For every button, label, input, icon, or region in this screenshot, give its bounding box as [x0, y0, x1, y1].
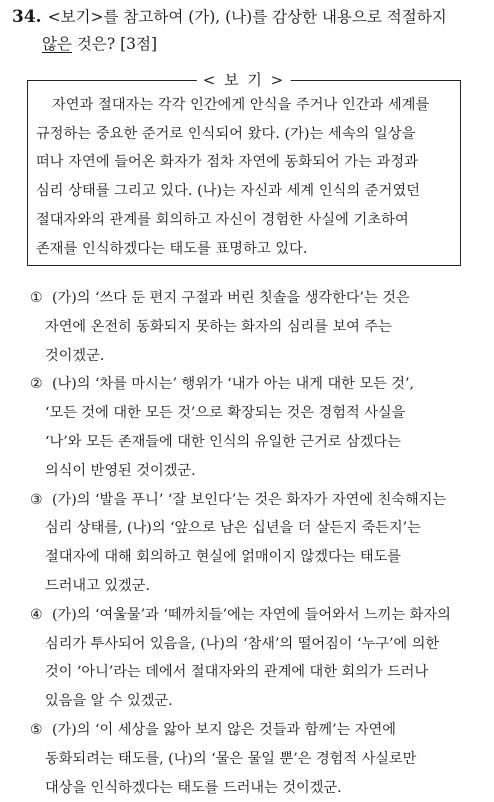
question-number: 34.: [12, 7, 42, 27]
option-line: 심리가 투사되어 있음을, (나)의 ‘참새’의 떨어짐이 ‘누구’에 의한: [45, 635, 440, 652]
option-text: (나)의 ‘차를 마시는’ 행위가 ‘내가 아는 내게 대한 모든 것’,: [52, 376, 415, 393]
option-line: 자연에 온전히 동화되지 못하는 화자의 심리를 보여 주는: [45, 318, 392, 335]
option-line: [30, 284, 490, 313]
option-text: (가)의 ‘쓰다 둔 편지 구절과 버린 칫솔을 생각한다’는 것은: [52, 290, 410, 306]
option-line: 드러내고 있겠군.: [45, 577, 150, 594]
bogi-line: 존재를 인식하겠다는 태도를 표명하고 있다.: [36, 240, 308, 257]
option-5[interactable]: [30, 716, 490, 802]
option-text: (가)의 ‘이 세상을 앓아 보지 않은 것들과 함께’는 자연에: [52, 721, 396, 738]
option-marker: ③: [30, 491, 43, 508]
bogi-line: 떠나 자연에 들어온 화자가 점차 자연에 동화되어 가는 과정과: [36, 154, 419, 171]
option-line: [30, 486, 490, 515]
answer-options: [30, 284, 490, 802]
question-header: [12, 4, 488, 58]
option-text: (가)의 ‘여울물’과 ‘떼까치들’에는 자연에 들어와서 느끼는 화자의: [52, 606, 451, 623]
question-line-2: [12, 31, 488, 58]
option-1[interactable]: [30, 284, 490, 370]
option-line: ‘모든 것에 대한 모든 것’으로 확장되는 것은 경험적 사실을: [45, 405, 406, 422]
question-text: <보기>를 참고하여 (가), (나)를 감상한 내용으로 적절하지: [47, 8, 447, 26]
option-marker: ④: [30, 606, 43, 623]
option-2[interactable]: [30, 370, 490, 485]
option-line: 절대자에 대해 회의하고 현실에 얽매이지 않겠다는 태도를: [45, 549, 401, 566]
option-3[interactable]: [30, 486, 490, 601]
question-line-1: [12, 4, 488, 31]
option-line: [30, 716, 490, 745]
option-line: [30, 601, 490, 630]
option-line: 의식이 반영된 것이겠군.: [45, 462, 196, 479]
option-line: 대상을 인식하겠다는 태도를 드러내는 것이겠군.: [45, 779, 342, 796]
option-text: (가)의 ‘발을 푸니’ ‘잘 보인다’는 것은 화자가 자연에 친숙해지는: [52, 491, 447, 508]
option-marker: ⑤: [30, 721, 43, 738]
bogi-title: < 보 기 >: [197, 70, 291, 90]
option-line: 심리 상태를, (나)의 ‘앞으로 남은 십년을 더 살든지 죽든지’는: [45, 520, 421, 537]
option-line: 있음을 알 수 있겠군.: [45, 693, 173, 710]
option-marker: ①: [30, 290, 43, 306]
option-line: 것이 ‘아니’라는 데에서 절대자와의 관계에 대한 회의가 드러나: [45, 664, 429, 681]
question-underlined-word: 않은: [42, 35, 72, 53]
bogi-line: 절대자와의 관계를 회의하고 자신이 경험한 사실에 기초하여: [36, 211, 409, 228]
option-marker: ②: [30, 376, 43, 393]
bogi-line: 심리 상태를 그리고 있다. (나)는 자신과 세계 인식의 준거였던: [36, 183, 421, 200]
option-line: [30, 370, 490, 399]
bogi-line: 자연과 절대자는 각각 인간에게 안식을 주거나 인간과 세계를: [52, 97, 430, 113]
bogi-box: [27, 71, 461, 266]
option-line: 것이겠군.: [45, 347, 105, 364]
option-line: ‘나’와 모든 존재들에 대한 인식의 유일한 근거로 삼겠다는: [45, 433, 401, 450]
option-4[interactable]: [30, 601, 490, 716]
option-line: 동화되려는 태도를, (나)의 ‘물은 물일 뿐’은 경험적 사실로만: [45, 750, 417, 767]
question-text-rest: 것은? [3점]: [71, 35, 157, 53]
bogi-line: 규정하는 중요한 준거로 인식되어 왔다. (가)는 세속의 일상을: [36, 125, 416, 142]
